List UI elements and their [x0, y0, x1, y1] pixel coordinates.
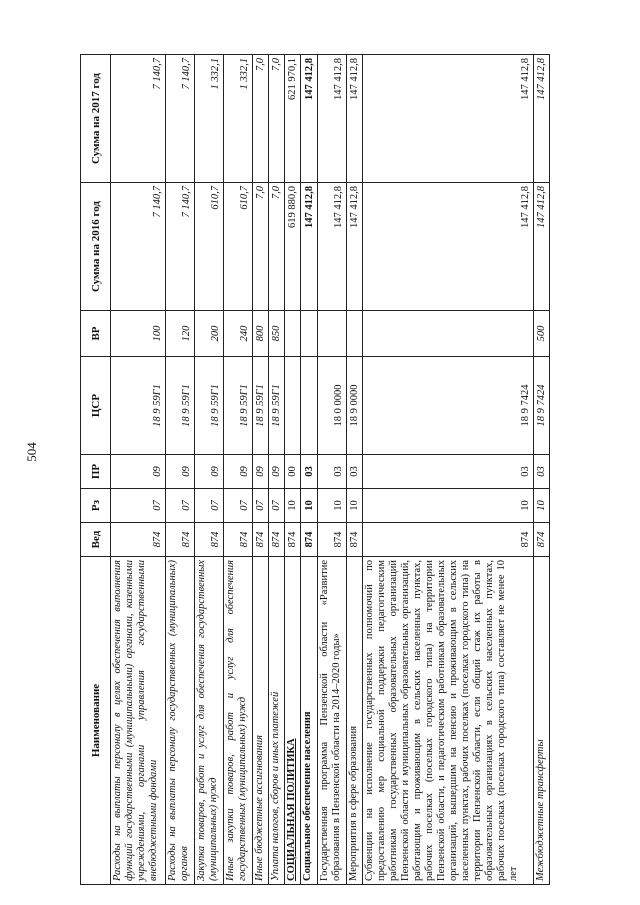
row-pr: 03: [346, 455, 362, 489]
col-header-pr: ПР: [81, 455, 111, 489]
row-ved: 874: [269, 523, 285, 557]
col-header-name: Наименование: [81, 557, 111, 885]
row-pr: 00: [285, 455, 301, 489]
row-pr: 09: [269, 455, 285, 489]
row-rz: 07: [269, 489, 285, 523]
row-ved: 874: [301, 523, 317, 557]
row-vr: [285, 311, 301, 357]
row-sum-2017: 7 140,7: [111, 55, 166, 183]
row-rz: 07: [223, 489, 252, 523]
row-rz: 10: [346, 489, 362, 523]
row-csr: 18 9 59Г1: [253, 357, 269, 455]
row-pr: 03: [317, 455, 346, 489]
row-csr: 18 9 59Г1: [269, 357, 285, 455]
row-name: Социальное обеспечение населения: [301, 557, 317, 885]
table-row: [362, 55, 533, 885]
row-ved: 874: [111, 523, 166, 557]
row-sum-2017: 147 412,8: [362, 55, 533, 183]
row-sum-2016: 147 412,8: [533, 183, 549, 311]
row-vr: 200: [194, 311, 223, 357]
col-header-csr: ЦСР: [81, 357, 111, 455]
row-sum-2016: 147 412,8: [317, 183, 346, 311]
row-pr: 09: [253, 455, 269, 489]
row-name: Межбюджетные трансферты: [533, 557, 549, 885]
row-rz: 10: [317, 489, 346, 523]
table-row: [253, 55, 269, 885]
row-rz: 07: [165, 489, 194, 523]
table-row: [194, 55, 223, 885]
row-pr: 09: [111, 455, 166, 489]
table-row: [346, 55, 362, 885]
row-sum-2017: 1 332,1: [223, 55, 252, 183]
row-rz: 07: [194, 489, 223, 523]
table-row: [223, 55, 252, 885]
row-sum-2017: 621 970,1: [285, 55, 301, 183]
row-sum-2016: 610,7: [194, 183, 223, 311]
row-name: Закупка товаров, работ и услуг для обеспечения государственных (муниципальных) нужд: [194, 557, 223, 885]
row-sum-2016: 147 412,8: [346, 183, 362, 311]
row-sum-2016: 147 412,8: [362, 183, 533, 311]
row-sum-2016: 147 412,8: [301, 183, 317, 311]
row-csr: 18 9 7424: [362, 357, 533, 455]
row-ved: 874: [533, 523, 549, 557]
row-csr: 18 9 0000: [346, 357, 362, 455]
row-csr: 18 9 59Г1: [111, 357, 166, 455]
row-csr: [301, 357, 317, 455]
row-sum-2017: 7,0: [253, 55, 269, 183]
row-pr: 09: [194, 455, 223, 489]
row-sum-2016: 619 880,0: [285, 183, 301, 311]
budget-table: [80, 54, 550, 885]
row-pr: 03: [301, 455, 317, 489]
row-sum-2017: 147 412,8: [301, 55, 317, 183]
row-name: Иные закупки товаров, работ и услуг для обеспечения государственных (муниципальных) нужд: [223, 557, 252, 885]
row-csr: 18 0 0000: [317, 357, 346, 455]
table-header-row: [81, 55, 111, 885]
row-ved: 874: [362, 523, 533, 557]
row-vr: [362, 311, 533, 357]
table-row: [269, 55, 285, 885]
row-rz: 07: [111, 489, 166, 523]
row-name: Уплата налогов, сборов и иных платежей: [269, 557, 285, 885]
row-vr: 240: [223, 311, 252, 357]
row-vr: [301, 311, 317, 357]
table-row: [533, 55, 549, 885]
row-name: Расходы на выплаты персоналу в целях обеспечения выполнения функций государственными (муниципальными) органами, казенными учреждениями, органами управления государственными внебюджетными фондами: [111, 557, 166, 885]
row-vr: 800: [253, 311, 269, 357]
row-vr: [346, 311, 362, 357]
row-sum-2017: 147 412,8: [533, 55, 549, 183]
row-name: СОЦИАЛЬНАЯ ПОЛИТИКА: [285, 557, 301, 885]
table-row: [317, 55, 346, 885]
table-row: [111, 55, 166, 885]
row-ved: 874: [165, 523, 194, 557]
row-sum-2017: 1 332,1: [194, 55, 223, 183]
row-csr: 18 9 59Г1: [165, 357, 194, 455]
row-ved: 874: [285, 523, 301, 557]
row-csr: [285, 357, 301, 455]
row-ved: 874: [346, 523, 362, 557]
row-vr: 120: [165, 311, 194, 357]
row-sum-2017: 7,0: [269, 55, 285, 183]
row-name: Расходы на выплаты персоналу государственных (муниципальных) органов: [165, 557, 194, 885]
row-name: Иные бюджетные ассигнования: [253, 557, 269, 885]
row-sum-2016: 7,0: [269, 183, 285, 311]
row-vr: 850: [269, 311, 285, 357]
row-pr: 09: [165, 455, 194, 489]
table-row: [285, 55, 301, 885]
table-row: [301, 55, 317, 885]
row-vr: 100: [111, 311, 166, 357]
row-sum-2016: 7 140,7: [111, 183, 166, 311]
row-ved: 874: [253, 523, 269, 557]
rotated-page: [80, 55, 550, 885]
col-header-rz: Рз: [81, 489, 111, 523]
row-name: Субвенции на исполнение государственных полномочий по предоставлению мер социальной поддержки педагогическим работникам государственных образовательных организаций Пензенской области и муниципальных образовательных организаций, работающим и проживающим в сельских населенных пунктах, рабочих поселках (поселках городского типа) на территории Пензенской области, и педагогическим работникам образовательных организаций, вышедшим на пенсию и проживающим в сельских населенных пунктах, рабочих поселках (поселках городского типа) на территории Пензенской области, если общий стаж их работы в образовательных организациях в сельских населенных пунктах, рабочих поселках (поселках городского типа) составляет не менее 10 лет: [362, 557, 533, 885]
row-sum-2016: 610,7: [223, 183, 252, 311]
row-csr: 18 9 59Г1: [194, 357, 223, 455]
row-rz: 07: [253, 489, 269, 523]
row-name: Мероприятия в сфере образования: [346, 557, 362, 885]
row-sum-2016: 7 140,7: [165, 183, 194, 311]
row-vr: 500: [533, 311, 549, 357]
table-body: [111, 55, 550, 885]
row-rz: 10: [362, 489, 533, 523]
row-csr: 18 9 59Г1: [223, 357, 252, 455]
row-ved: 874: [317, 523, 346, 557]
row-ved: 874: [223, 523, 252, 557]
row-ved: 874: [194, 523, 223, 557]
row-pr: 03: [533, 455, 549, 489]
row-pr: 03: [362, 455, 533, 489]
row-csr: 18 9 7424: [533, 357, 549, 455]
row-vr: [317, 311, 346, 357]
row-sum-2017: 147 412,8: [346, 55, 362, 183]
col-header-sum-2016: Сумма на 2016 год: [81, 183, 111, 311]
col-header-ved: Вед: [81, 523, 111, 557]
row-rz: 10: [285, 489, 301, 523]
page-number: 504: [24, 442, 39, 462]
table-row: [165, 55, 194, 885]
col-header-sum-2017: Сумма на 2017 год: [81, 55, 111, 183]
row-rz: 10: [301, 489, 317, 523]
row-pr: 09: [223, 455, 252, 489]
row-sum-2016: 7,0: [253, 183, 269, 311]
row-sum-2017: 7 140,7: [165, 55, 194, 183]
row-name: Государственная программа Пензенской области «Развитие образования в Пензенской области на 2014–2020 годы»: [317, 557, 346, 885]
row-sum-2017: 147 412,8: [317, 55, 346, 183]
col-header-vr: ВР: [81, 311, 111, 357]
row-rz: 10: [533, 489, 549, 523]
